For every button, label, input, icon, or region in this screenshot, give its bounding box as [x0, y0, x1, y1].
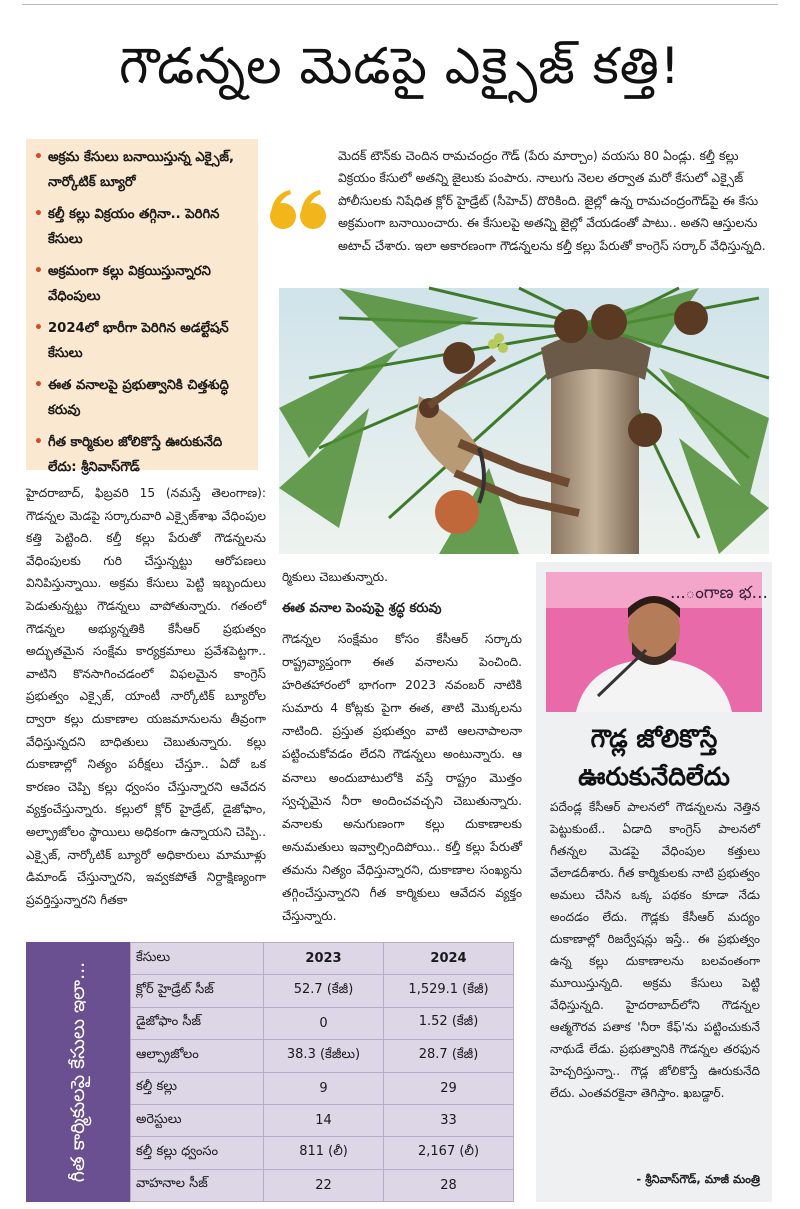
table-cell: డైజోఫాం సీజ్ — [131, 1007, 264, 1039]
backdrop-text: ...ంగాణ భ... — [670, 583, 768, 603]
table-row — [131, 975, 514, 1007]
table-cell: 1,529.1 (కేజీ) — [384, 975, 514, 1007]
bullet-icon: • — [34, 320, 43, 336]
table-cell: అరెస్టులు — [131, 1104, 264, 1136]
stats-side-banner — [26, 942, 130, 1202]
highlight-item — [34, 202, 250, 252]
toddy-tapper-photo — [279, 288, 769, 554]
table-cell: 1.52 (కేజీ) — [384, 1007, 514, 1039]
headline: గౌడన్నల మెడపై ఎక్సైజ్ కత్తి! — [119, 37, 681, 95]
table-row — [131, 1007, 514, 1039]
table-cell: కల్తీ కల్లు — [131, 1072, 264, 1104]
highlight-item — [34, 145, 250, 195]
side-panel-title: గౌడ్ల జోలికొస్తే ఊరుకునేదిలేదు — [578, 724, 730, 791]
quote-text: మెదక్ టౌన్‌కు చెందిన రామచంద్రం గౌడ్ (పేరు మార్చాం) వయసు 80 ఏండ్లు. కల్తీ కల్లు విక్రయం కేసులో అతన్ని జైలుకు పంపారు. నాలుగు నెలల తర్వాత మరో కేసులో ఎక్సైజ్ పోలీసులకు నిషేధిత క్లోర్ హైడ్రేట్ (సీహెచ్) దొరికింది. జైల్లో ఉన్న రామచంద్రంగౌడ్‌పై ఈ కేసు అక్రమంగా బనాయించారు. ఈ కేసులపై అతన్ని జైల్లో వేయడంతో పాటు.. అతని ఆస్తులను అటాచ్ చేశారు. ఇలా అకారణంగా గౌడన్నలను కల్తీ కల్లు పేరుతో కాంగ్రెస్ సర్కార్ వేధిస్తున్నది. — [338, 148, 766, 253]
bullet-icon: • — [34, 434, 43, 450]
side-quote-panel — [536, 562, 772, 1202]
srinivas-goud-photo — [546, 572, 768, 712]
highlight-item — [34, 373, 250, 423]
table-row — [131, 1137, 514, 1169]
article-continuation: ర్మికులు చెబుతున్నారు. — [282, 570, 389, 584]
table-row — [131, 1072, 514, 1104]
article-body-left: హైదరాబాద్, ఫిబ్రవరి 15 (నమస్తే తెలంగాణ): గౌడన్నల మెడపై సర్కారువారి ఎక్సైజ్‌శాఖ వేధింపుల కత్తి పెట్టింది. కల్తీ కల్లు పేరుతో గౌడన్నలను వేధింపులకు గురి చేస్తున్నట్టు ఆరోపణలు వినిపిస్తున్నాయి. అక్రమ కేసులు పెట్టి ఇబ్బందులు పెడుతున్నట్టు గౌడన్నలు వాపోతున్నారు. గతంలో గౌడన్నల అభ్యున్నతికి కేసీఆర్ ప్రభుత్వం అద్భుతమైన సంక్షేమ కార్యక్రమాలు ప్రవేశపెట్టగా.. వాటిని కొనసాగించడంలో విఫలమైన కాంగ్రెస్ ప్రభుత్వం ఎక్సైజ్, యాంటీ నార్కోటిక్ బ్యూరోల ద్వారా కల్లు దుకాణాల యజమానులను తీవ్రంగా వేధిస్తున్నదని బాధితులు చెబుతున్నారు. కల్లు దుకాణాల్లో నిత్యం పరీక్షలు చేస్తూ.. ఏదో ఒక కారణం చెప్పి కల్లు ధ్వంసం చేస్తున్నారని ఆవేదన వ్యక్తంచేస్తున్నారు. కల్లులో క్లోర్ హైడ్రేట్, డైజోఫాం, అల్ఫ్రాజోలం స్థాయిలు అధికంగా ఉన్నాయని చెప్పి.. ఎక్సైజ్, నార్కోటిక్ బ్యూరో అధికారులు మామూళ్లు డిమాండ్ చేస్తున్నారని, ఇవ్వకపోతే నిర్దాక్షిణ్యంగా ప్రవర్తిస్తున్నారని గీతకా — [26, 486, 266, 907]
table-cell: వాహనాల సీజ్ — [131, 1169, 264, 1201]
highlight-text: అక్రమ కేసులు బనాయిస్తున్న ఎక్సైజ్, నార్కోటిక్ బ్యూరో — [48, 150, 235, 190]
side-panel-signature: - శ్రీనివాస్‌గౌడ్, మాజీ మంత్రి — [636, 1172, 760, 1186]
quote-marks-icon — [266, 184, 328, 234]
bullet-icon: • — [34, 377, 43, 393]
highlight-text: అక్రమంగా కల్లు విక్రయిస్తున్నారని వేధింపులు — [48, 264, 211, 304]
table-row — [131, 1169, 514, 1201]
highlights-box — [26, 139, 258, 475]
highlight-item — [34, 259, 250, 309]
table-row — [131, 1040, 514, 1072]
table-cell: 0 — [264, 1007, 384, 1039]
table-cell: 29 — [384, 1072, 514, 1104]
table-cell: ఆల్ప్రాజోలం — [131, 1040, 264, 1072]
highlight-item — [34, 316, 250, 366]
table-cell: 14 — [264, 1104, 384, 1136]
bullet-icon: • — [34, 263, 43, 279]
side-panel-body: పదేండ్ల కేసీఆర్ పాలనలో గౌడన్నలను నెత్తిన పెట్టుకుంటే.. ఏడాది కాంగ్రెస్ పాలనలో గీతన్నల మెడపై వేధింపుల కత్తులు వేలాడదీశారు. గీత కార్మికులకు నాటి ప్రభుత్వం అమలు చేసిన ఒక్క పథకం కూడా నేడు అందడం లేదు. గౌడ్లకు కేసీఆర్ మద్యం దుకాణాల్లో రిజర్వేషన్లు ఇస్తే.. ఈ ప్రభుత్వం ఉన్న కల్లు దుకాణాలను బలవంతంగా మూయిస్తున్నది. అక్రమ కేసులు పెట్టి వేధిస్తున్నది. హైదరాబాద్‌లోని గౌడన్నల ఆత్మగౌరవ పతాక 'నీరా కేఫ్'ను పట్టించుకునే నాథుడే లేడు. ప్రభుత్వానికి గౌడన్నల తరఫున హెచ్చరిస్తున్నా.. గౌడ్ల జోలికొస్తే ఊరుకునేది లేదు. ఎంతవరకైనా తెగిస్తాం. ఖబడ్దార్. — [550, 800, 760, 1100]
stats-header-row — [131, 943, 514, 975]
table-cell: 811 (లీ) — [264, 1137, 384, 1169]
table-cell: 22 — [264, 1169, 384, 1201]
table-cell: 52.7 (కేజీ) — [264, 975, 384, 1007]
table-cell: క్లోర్ హైడ్రేట్ సీజ్ — [131, 975, 264, 1007]
stats-table — [130, 942, 514, 1202]
table-cell: 28 — [384, 1169, 514, 1201]
bullet-icon: • — [34, 149, 43, 165]
highlight-text: కల్తీ కల్లు విక్రయం తగ్గినా.. పెరిగిన కేసులు — [48, 207, 220, 247]
stats-header-cell: 2024 — [384, 943, 514, 975]
highlight-text: ఈత వనాలపై ప్రభుత్వానికి చిత్తశుద్ధి కరువు — [48, 378, 229, 418]
table-cell: 9 — [264, 1072, 384, 1104]
stats-box — [26, 942, 514, 1202]
bullet-icon: • — [34, 206, 43, 222]
stats-side-label: గీత కార్మికులపై కేసులు ఇలా... — [67, 961, 89, 1183]
highlight-text: గీత కార్మికుల జోలికొస్తే ఊరుకునేది లేదు: శ్రీనివాస్‌గౌడ్ — [48, 435, 223, 475]
top-rule — [22, 4, 778, 5]
table-cell: 38.3 (కేజీలు) — [264, 1040, 384, 1072]
section-subheading: ఈత వనాల పెంపుపై శ్రద్ధ కరువు — [282, 601, 442, 616]
highlight-item — [34, 430, 250, 480]
stats-header-cell: 2023 — [264, 943, 384, 975]
stats-header-cell: కేసులు — [131, 943, 264, 975]
table-cell: 2,167 (లీ) — [384, 1137, 514, 1169]
table-row — [131, 1104, 514, 1136]
table-cell: కల్తీ కల్లు ధ్వంసం — [131, 1137, 264, 1169]
table-cell: 28.7 (కేజీ) — [384, 1040, 514, 1072]
highlight-text: 2024లో భారీగా పెరిగిన అడల్టేషన్ కేసులు — [48, 321, 229, 361]
article-body-mid: గౌడన్నల సంక్షేమం కోసం కేసీఆర్ సర్కారు రాష్ట్రవ్యాప్తంగా ఈత వనాలను పెంచింది. హరితహారంలో భాగంగా 2023 నవంబర్ నాటికి సుమారు 4 కోట్లకు పైగా ఈత, తాటి మొక్కలను నాటింది. ప్రస్తుత ప్రభుత్వం వాటి ఆలనాపాలనా పట్టించుకోవడం లేదని గౌడన్నలు అంటున్నారు. ఆ వనాలు అందుబాటులోకి వస్తే రాష్ట్రం మొత్తం స్వచ్ఛమైన నీరా అందించవచ్చని చెబుతున్నారు. వనాలకు అనుగుణంగా కల్లు దుకాణాలకు అనుమతులు ఇవ్వాల్సిందిపోయి.. కల్తీ కల్లు పేరుతో తమను నిత్యం వేధిస్తున్నారని, దుకాణాల సంఖ్యను తగ్గించేస్తున్నారని గీత కార్మికులు ఆవేదన వ్యక్తం చేస్తున్నారు. — [282, 632, 522, 924]
table-cell: 33 — [384, 1104, 514, 1136]
